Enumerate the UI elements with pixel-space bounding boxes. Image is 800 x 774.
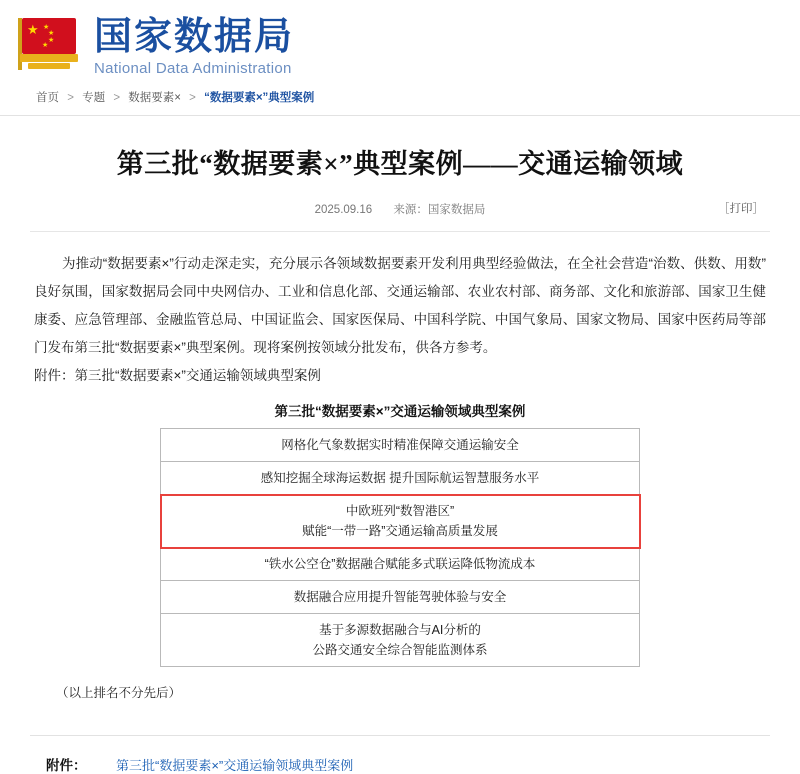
breadcrumb-separator: > bbox=[189, 92, 196, 104]
case-cell-line-2: 公路交通安全综合智能监测体系 bbox=[312, 643, 488, 657]
table-row-highlighted[interactable] bbox=[161, 495, 640, 548]
case-cell-line-2: 赋能“一带一路”交通运输高质量发展 bbox=[302, 524, 498, 538]
document-meta bbox=[30, 201, 770, 232]
case-cell: 网格化气象数据实时精准保障交通运输安全 bbox=[161, 429, 640, 462]
breadcrumb-item-data-elements[interactable]: 数据要素× bbox=[128, 92, 181, 104]
table-row[interactable] bbox=[161, 429, 640, 462]
breadcrumb-separator: > bbox=[67, 92, 74, 104]
attachment-inline-line bbox=[30, 362, 770, 390]
case-cell: 感知挖掘全球海运数据 提升国际航运智慧服务水平 bbox=[161, 462, 640, 495]
article-paragraph bbox=[30, 250, 770, 362]
national-emblem-icon: ★ ★ ★ ★ ★ bbox=[18, 14, 80, 76]
table-row[interactable] bbox=[161, 462, 640, 495]
breadcrumb bbox=[0, 77, 800, 116]
case-cell: “铁水公空仓”数据融合赋能多式联运降低物流成本 bbox=[161, 548, 640, 581]
case-cell-line-1: 中欧班列“数智港区” bbox=[345, 504, 455, 518]
case-cell-line-1: 基于多源数据融合与AI分析的 bbox=[319, 623, 481, 637]
publish-source: 来源：国家数据局 bbox=[393, 204, 486, 216]
attachment-footer bbox=[30, 735, 770, 774]
case-table bbox=[160, 428, 640, 667]
publish-date: 2025.09.16 bbox=[314, 204, 373, 216]
site-title-cn: 国家数据局 bbox=[94, 16, 295, 58]
table-row[interactable] bbox=[161, 614, 640, 667]
article bbox=[0, 142, 800, 774]
attachment-inline-text: 附件：第三批“数据要素×”交通运输领域典型案例 bbox=[34, 368, 321, 383]
breadcrumb-item-home[interactable]: 首页 bbox=[36, 92, 59, 104]
table-row[interactable] bbox=[161, 548, 640, 581]
breadcrumb-item-current: “数据要素×”典型案例 bbox=[204, 92, 315, 104]
page-title: 第三批“数据要素×”典型案例——交通运输领域 bbox=[116, 149, 684, 179]
site-title-en: National Data Administration bbox=[94, 60, 292, 77]
case-cell: 数据融合应用提升智能驾驶体验与安全 bbox=[161, 581, 640, 614]
ranking-note: （以上排名不分先后） bbox=[56, 686, 182, 700]
breadcrumb-item-topics[interactable]: 专题 bbox=[82, 92, 106, 104]
case-cell bbox=[161, 495, 640, 548]
print-button[interactable]: ［打印］ bbox=[718, 203, 764, 215]
paragraph-text: 为推动“数据要素×”行动走深走实，充分展示各领域数据要素开发利用典型经验做法，在全社会营造“治数、供数、用数”良好氛围，国家数据局会同中央网信办、工业和信息化部、交通运输部、农业农村部、商务部、文化和旅游部、国家卫生健康委、应急管理部、金融监管总局、中国证监会、国家医保局、中国科学院、中国气象局、国家文物局、国家中医药局等部门发布第三批“数据要素×”典型案例。现将案例按领域分批发布，供各方参考。 bbox=[34, 256, 766, 355]
attachment-link[interactable]: 第三批“数据要素×”交通运输领域典型案例 bbox=[116, 757, 354, 773]
case-cell bbox=[161, 614, 640, 667]
attachment-label: 附件： bbox=[46, 758, 87, 773]
breadcrumb-separator: > bbox=[113, 92, 121, 104]
site-header bbox=[0, 0, 800, 77]
table-row[interactable] bbox=[161, 581, 640, 614]
site-title-block bbox=[94, 12, 294, 77]
case-table-caption: 第三批“数据要素×”交通运输领域典型案例 bbox=[274, 404, 526, 419]
